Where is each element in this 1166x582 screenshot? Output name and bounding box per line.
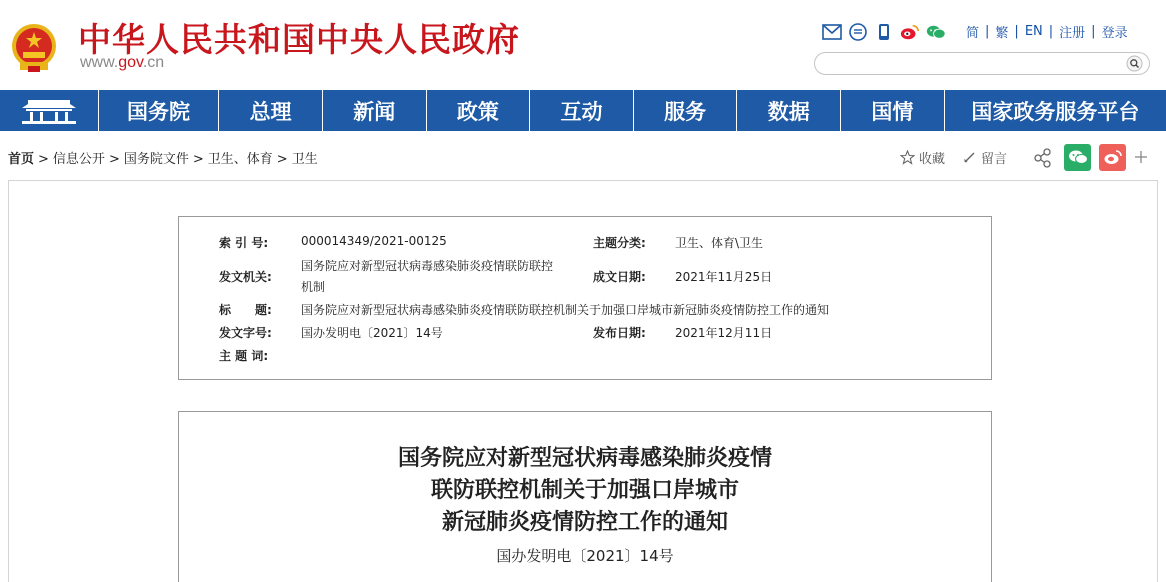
- document-title-line: 国务院应对新型冠状病毒感染肺炎疫情: [397, 446, 772, 471]
- site-header: [0, 0, 1166, 90]
- nav-national-info[interactable]: 国情: [841, 90, 945, 131]
- comment-button[interactable]: [963, 148, 1007, 167]
- search-input[interactable]: [827, 55, 1117, 72]
- document-number-value: 国办发明电〔2021〕14号: [301, 326, 443, 340]
- breadcrumb-separator: >: [38, 152, 49, 167]
- breadcrumb-separator: >: [108, 152, 120, 167]
- search-icon[interactable]: [1126, 55, 1143, 72]
- breadcrumb-home[interactable]: 首页: [8, 152, 35, 167]
- favorite-label: 收藏: [919, 151, 946, 167]
- site-url-prefix: www.: [80, 54, 119, 71]
- document-title: [179, 443, 991, 539]
- nav-premier[interactable]: 总理: [219, 90, 323, 131]
- breadcrumb-health-sports[interactable]: 卫生、体育: [207, 152, 273, 167]
- login-link[interactable]: 登录: [1101, 26, 1128, 41]
- message-icon[interactable]: [848, 22, 868, 42]
- publish-date-label: 发布日期:: [593, 326, 646, 340]
- breadcrumb-separator: >: [192, 152, 204, 167]
- document-metadata-table: [178, 216, 992, 380]
- page-tools: [900, 143, 1148, 171]
- main-nav: [0, 90, 1166, 131]
- share-icon[interactable]: [1029, 144, 1056, 171]
- plus-icon[interactable]: [1134, 150, 1148, 164]
- search-box: [814, 52, 1150, 75]
- register-link[interactable]: 注册: [1059, 26, 1086, 41]
- issuing-authority-label: 发文机关:: [219, 270, 272, 284]
- nav-state-council[interactable]: 国务院: [99, 90, 220, 131]
- document-title-line: 新冠肺炎疫情防控工作的通知: [441, 510, 728, 535]
- topic-category-label: 主题分类:: [593, 236, 646, 250]
- nav-news[interactable]: 新闻: [323, 90, 427, 131]
- nav-services[interactable]: 服务: [634, 90, 738, 131]
- keywords-label: 主 题 词:: [219, 349, 269, 363]
- weibo-icon[interactable]: [900, 22, 920, 42]
- breadcrumb-info-disclosure[interactable]: 信息公开: [52, 152, 105, 167]
- site-url[interactable]: [80, 54, 164, 72]
- separator: |: [1048, 24, 1054, 39]
- national-emblem-icon[interactable]: [8, 22, 60, 74]
- separator: |: [1014, 24, 1019, 39]
- title-value: 国务院应对新型冠状病毒感染肺炎疫情联防联控机制关于加强口岸城市新冠肺炎疫情防控工作的通知: [301, 303, 830, 317]
- wechat-icon[interactable]: [926, 22, 946, 42]
- breadcrumb-health[interactable]: 卫生: [291, 152, 318, 167]
- breadcrumb-separator: >: [276, 152, 288, 167]
- weibo-share-icon[interactable]: [1099, 144, 1126, 171]
- title-label: 标 题:: [219, 303, 272, 317]
- share-group: [1029, 144, 1148, 171]
- top-icon-bar: [822, 21, 946, 43]
- language-account-links: [966, 22, 1128, 41]
- home-icon[interactable]: [0, 90, 99, 131]
- nav-interaction[interactable]: 互动: [530, 90, 634, 131]
- written-date-value: 2021年11月25日: [675, 270, 773, 284]
- breadcrumb-state-council-docs[interactable]: 国务院文件: [123, 152, 189, 167]
- comment-label: 留言: [981, 151, 1008, 167]
- nav-data[interactable]: 数据: [737, 90, 841, 131]
- pen-icon: [963, 150, 977, 164]
- simplified-chinese-link[interactable]: 简: [966, 26, 980, 41]
- site-url-domain: gov: [118, 54, 143, 71]
- index-number-value: 000014349/2021-00125: [301, 234, 447, 248]
- issuing-authority-line1: 国务院应对新型冠状病毒感染肺炎疫情联防联控: [301, 259, 554, 273]
- nav-government-service-platform[interactable]: 国家政务服务平台: [971, 99, 1140, 124]
- mobile-icon[interactable]: [874, 22, 894, 42]
- index-number-label: 索 引 号:: [219, 236, 269, 250]
- breadcrumb: [8, 148, 318, 167]
- publish-date-value: 2021年12月11日: [675, 326, 773, 340]
- traditional-chinese-link[interactable]: 繁: [995, 26, 1009, 41]
- favorite-button[interactable]: [900, 148, 945, 167]
- site-title[interactable]: 中华人民共和国中央人民政府: [78, 20, 520, 59]
- issuing-authority-line2: 机制: [301, 280, 326, 294]
- document-body: [178, 411, 992, 582]
- separator: |: [985, 24, 990, 39]
- document-number: 国办发明电〔2021〕14号: [496, 547, 674, 565]
- star-icon: [900, 150, 915, 165]
- document-title-line: 联防联控机制关于加强口岸城市: [430, 478, 739, 503]
- document-number-label: 发文字号:: [219, 326, 272, 340]
- nav-policies[interactable]: 政策: [427, 90, 531, 131]
- topic-category-value: 卫生、体育\卫生: [675, 236, 764, 250]
- english-link[interactable]: EN: [1024, 24, 1043, 39]
- mail-icon[interactable]: [822, 22, 842, 42]
- wechat-share-icon[interactable]: [1064, 144, 1091, 171]
- site-url-suffix: .cn: [142, 54, 165, 71]
- written-date-label: 成文日期:: [593, 270, 646, 284]
- separator: |: [1091, 24, 1096, 39]
